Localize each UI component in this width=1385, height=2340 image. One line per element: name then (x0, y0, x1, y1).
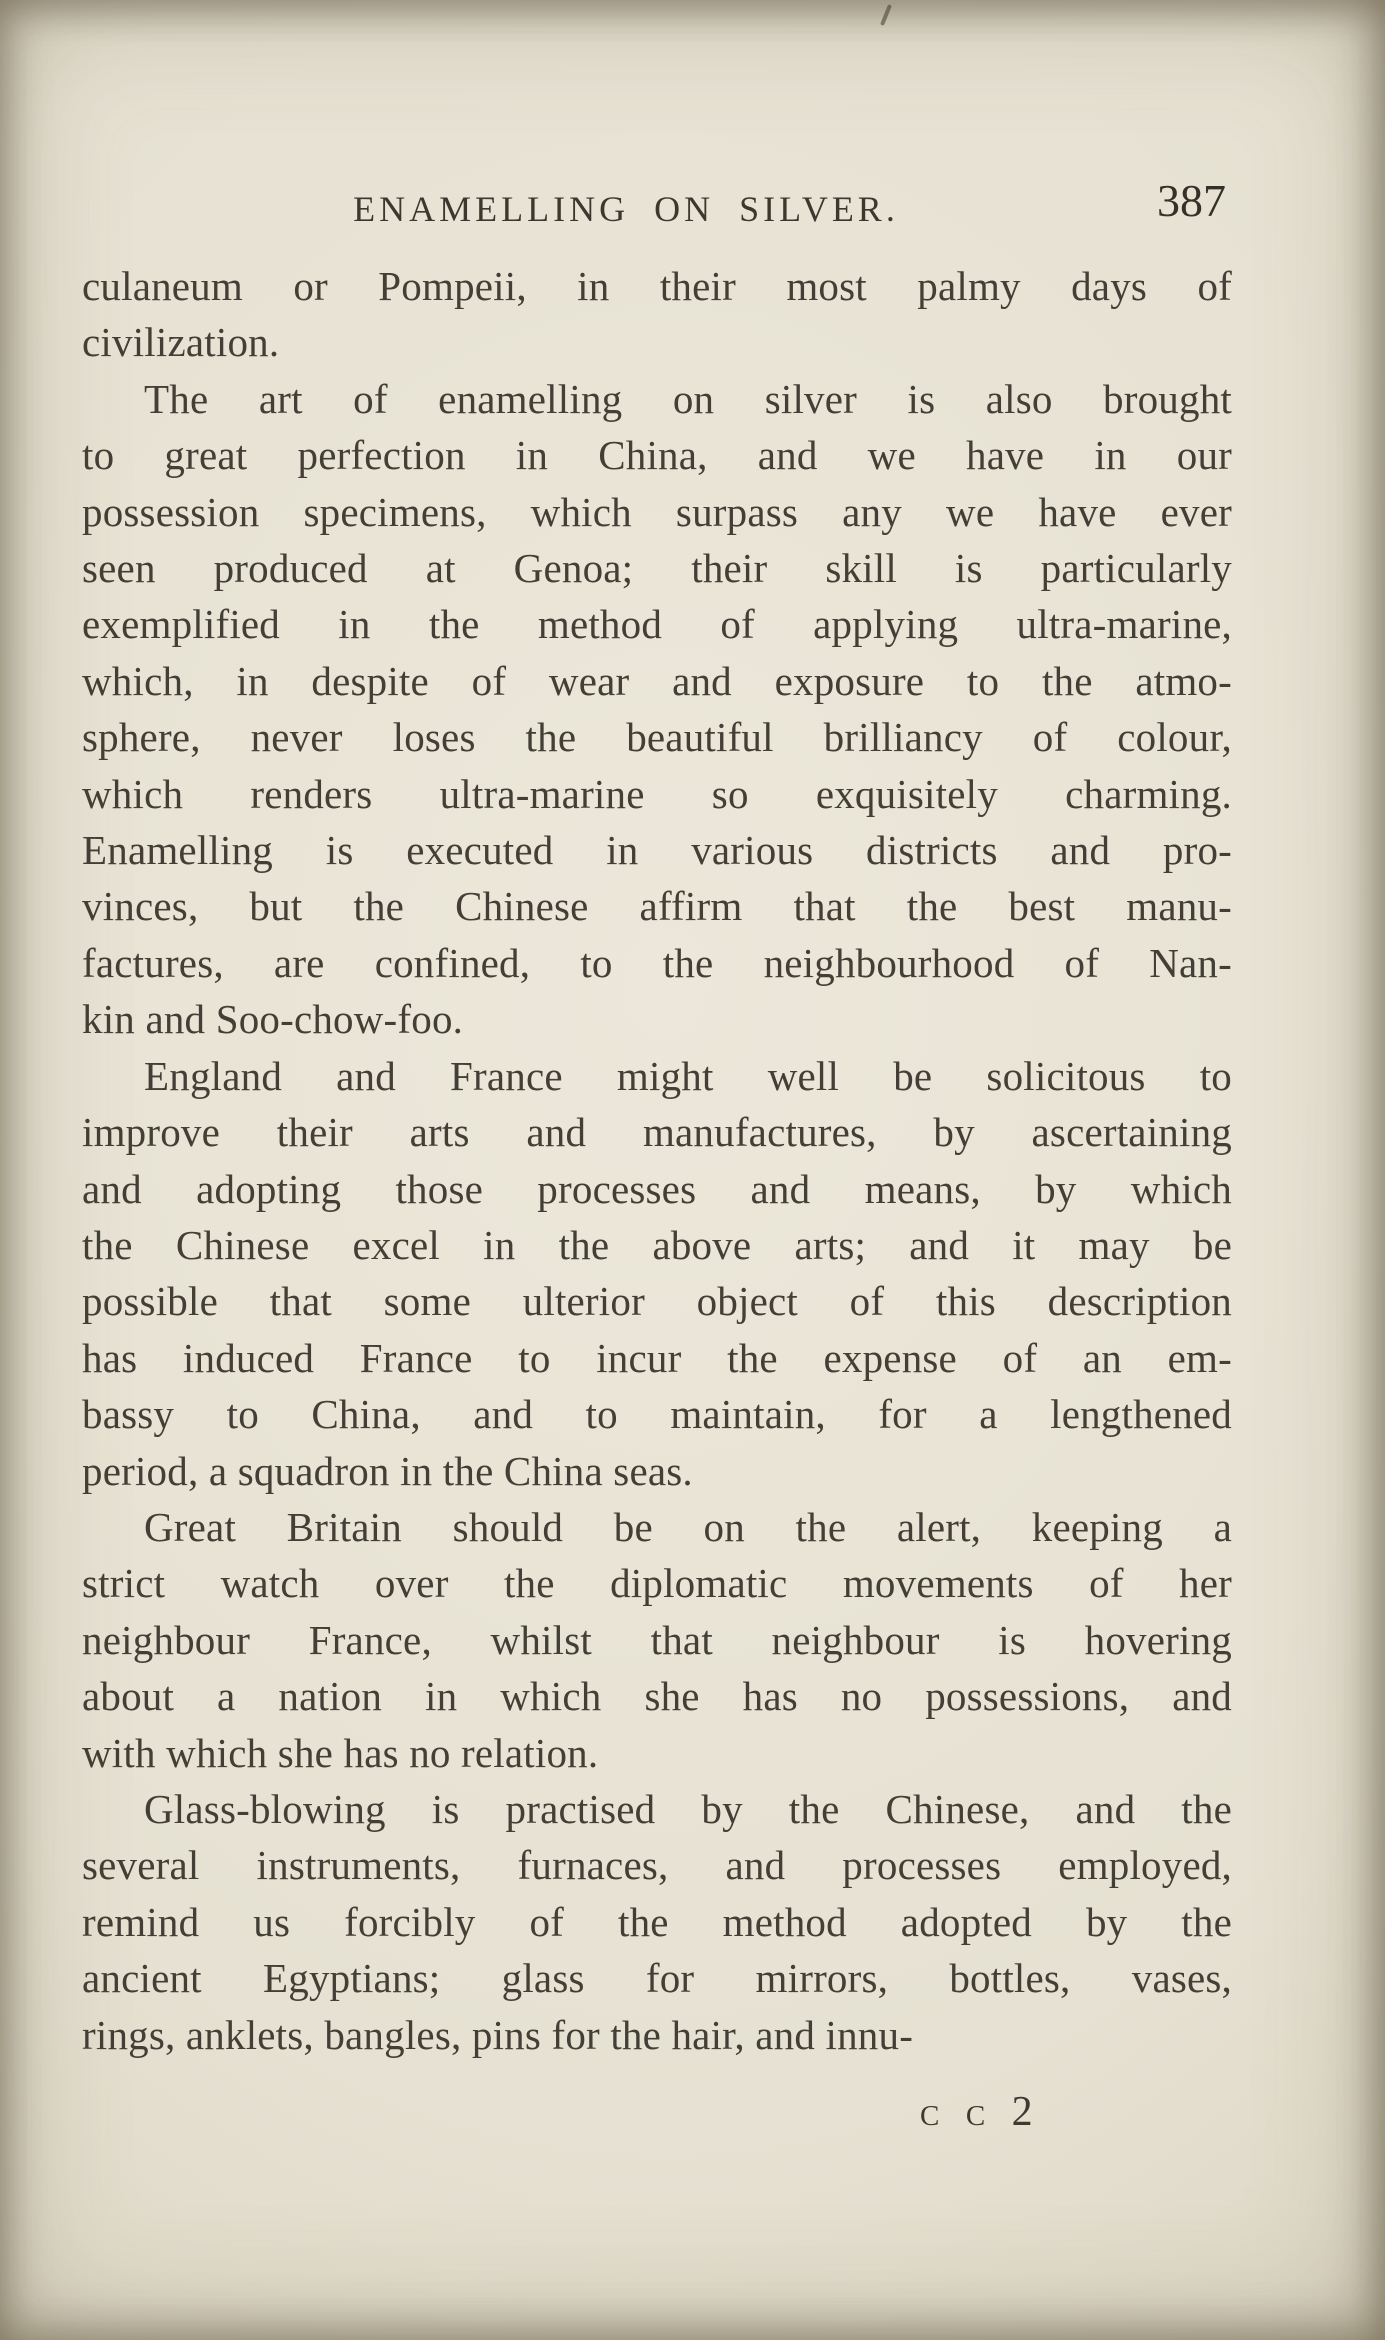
text-line: factures, are confined, to the neighbourhood of Nan- (82, 939, 1232, 986)
signature-mark: c c 2 (920, 2089, 1041, 2135)
text-line: kin and Soo-chow-foo. (82, 996, 464, 1043)
scan-artifact-mark (880, 4, 892, 26)
text-line: Great Britain should be on the alert, keeping a (144, 1503, 1232, 1550)
paragraph (82, 258, 1232, 371)
text-line: improve their arts and manufactures, by ascertaining (82, 1109, 1232, 1156)
paragraph (82, 1499, 1232, 1781)
text-line: which renders ultra-marine so exquisitely charming. (82, 770, 1232, 817)
text-line: Enamelling is executed in various districts and pro- (82, 827, 1232, 874)
text-line: neighbour France, whilst that neighbour is hovering (82, 1616, 1232, 1663)
text-line: about a nation in which she has no possessions, and (82, 1673, 1232, 1720)
text-line: has induced France to incur the expense of an em- (82, 1334, 1232, 1381)
page-number: 387 (1157, 175, 1226, 226)
text-line: strict watch over the diplomatic movements of her (82, 1560, 1232, 1607)
text-line: which, in despite of wear and exposure to the atmo- (82, 657, 1232, 704)
page-header-title: ENAMELLING ON SILVER. (353, 189, 899, 229)
text-line: rings, anklets, bangles, pins for the hair, and innu- (82, 2011, 914, 2058)
text-line: remind us forcibly of the method adopted by the (82, 1898, 1232, 1945)
paragraph (82, 371, 1232, 1048)
text-line: England and France might well be solicitous to (144, 1052, 1232, 1099)
text-line: bassy to China, and to maintain, for a lengthened (82, 1391, 1232, 1438)
text-line: ancient Egyptians; glass for mirrors, bottles, vases, (82, 1955, 1232, 2002)
running-head (82, 175, 1232, 246)
text-line: possible that some ulterior object of this description (82, 1278, 1232, 1325)
page-footer (82, 2088, 1232, 2136)
text-line: The art of enamelling on silver is also brought (144, 375, 1232, 422)
page-body (82, 258, 1232, 2063)
text-line: with which she has no relation. (82, 1729, 599, 1776)
text-line: period, a squadron in the China seas. (82, 1447, 693, 1494)
text-line: exemplified in the method of applying ultra-marine, (82, 601, 1232, 648)
text-line: several instruments, furnaces, and processes employed, (82, 1842, 1232, 1889)
text-line: the Chinese excel in the above arts; and it may be (82, 1221, 1232, 1268)
paragraph (82, 1781, 1232, 2063)
text-line: vinces, but the Chinese affirm that the best manu- (82, 883, 1232, 930)
text-line: possession specimens, which surpass any we have ever (82, 488, 1232, 535)
text-line: sphere, never loses the beautiful brilliancy of colour, (82, 714, 1232, 761)
text-line: Glass-blowing is practised by the Chinese, and the (144, 1785, 1232, 1832)
text-line: seen produced at Genoa; their skill is particularly (82, 545, 1232, 592)
text-line: and adopting those processes and means, by which (82, 1165, 1232, 1212)
text-line: to great perfection in China, and we have in our (82, 432, 1232, 479)
paragraph (82, 1048, 1232, 1499)
text-line: culaneum or Pompeii, in their most palmy days of (82, 263, 1232, 309)
text-line: civilization. (82, 319, 280, 366)
